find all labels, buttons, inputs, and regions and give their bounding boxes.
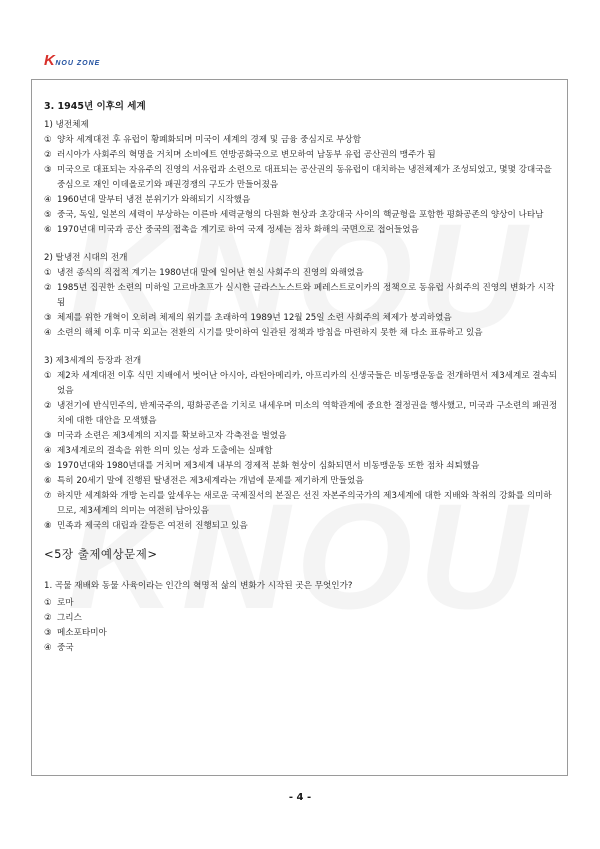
question-text: 1. 곡물 재배와 동물 사육이라는 인간의 혁명적 삶의 변화가 시작된 곳은 무엇인가? xyxy=(44,581,353,591)
list-item: ③ 체제를 위한 개혁이 오히려 체제의 위기를 초래하여 1989년 12월 25일 소련 사회주의 체제가 붕괴하였음 xyxy=(44,313,452,323)
subsection-title-post-cold-war: 2) 탈냉전 시대의 전개 xyxy=(44,253,128,263)
list-item: ③ 미국과 소련은 제3세계의 지지를 확보하고자 각축전을 벌였음 xyxy=(44,431,287,441)
list-item: ⑦ 하지만 세계화와 개방 논리를 앞세우는 새로운 국제질서의 본질은 선진 자본주의국가의 제3세계에 대한 지배와 착취의 강화를 의미하므로, 제3세계의 의미는 여전히 남아있음 xyxy=(44,491,552,516)
list-item: ④ 제3세계로의 결속을 위한 의미 있는 성과 도출에는 실패함 xyxy=(44,446,273,456)
knou-zone-logo xyxy=(44,52,100,69)
list-item: ② 러시아가 사회주의 혁명을 거치며 소비에트 연방공화국으로 변모하여 남동부 유럽 공산권의 맹주가 됨 xyxy=(44,150,436,160)
answer-option: ① 로마 xyxy=(44,598,74,608)
expected-questions-title: <5장 출제예상문제> xyxy=(44,547,158,561)
list-item: ⑧ 민족과 제국의 대립과 갈등은 여전히 진행되고 있음 xyxy=(44,521,248,531)
answer-option: ② 그리스 xyxy=(44,613,82,623)
post-cold-war-list xyxy=(44,266,558,341)
answer-option: ④ 중국 xyxy=(44,643,74,653)
subsection-title-third-world: 3) 제3세계의 등장과 전개 xyxy=(44,356,142,366)
list-item: ② 1985년 집권한 소련의 미하일 고르바초프가 실시한 글라스노스트와 페레스트로이카의 정책으로 동유럽 사회주의 진영의 변화가 시작됨 xyxy=(44,283,555,308)
logo-k: K xyxy=(44,52,56,69)
answer-options xyxy=(44,596,558,656)
page-content xyxy=(44,98,558,656)
list-item: ④ 1960년대 말부터 냉전 분위기가 와해되기 시작했음 xyxy=(44,195,251,205)
page-number: - 4 - xyxy=(288,792,312,803)
list-item: ④ 소련의 해체 이후 미국 외교는 전환의 시기를 맞이하여 일관된 정책과 방침을 마련하지 못한 채 다소 표류하고 있음 xyxy=(44,328,483,338)
subsection-title-cold-war: 1) 냉전체제 xyxy=(44,120,89,130)
list-item: ① 양차 세계대전 후 유럽이 황폐화되며 미국이 세계의 경제 및 금융 중심지로 부상함 xyxy=(44,135,362,145)
list-item: ① 냉전 종식의 직접적 계기는 1980년대 말에 일어난 현실 사회주의 진영의 와해였음 xyxy=(44,268,364,278)
list-item: ⑥ 1970년대 미국과 공산 중국의 접촉을 계기로 하여 국제 정세는 점차 화해의 국면으로 접어들었음 xyxy=(44,225,419,235)
list-item: ① 제2차 세계대전 이후 식민 지배에서 벗어난 아시아, 라틴아메리카, 아프리카의 신생국들은 비동맹운동을 전개하면서 제3세계로 결속되었음 xyxy=(44,371,558,396)
list-item: ③ 미국으로 대표되는 자유주의 진영의 서유럽과 소련으로 대표되는 공산권의 동유럽이 대치하는 냉전체제가 조성되었고, 몇몇 강대국을 중심으로 재인 이데올로기와 패권경쟁의 구도가 만들어졌음 xyxy=(44,165,552,190)
list-item: ⑥ 특히 20세기 말에 진행된 탈냉전은 제3세계라는 개념에 문제를 제기하게 만들었음 xyxy=(44,476,364,486)
answer-option: ③ 메소포타미아 xyxy=(44,628,107,638)
list-item: ⑤ 1970년대와 1980년대를 거치며 제3세계 내부의 경제적 분화 현상이 심화되면서 비동맹운동 또한 점차 쇠퇴했음 xyxy=(44,461,480,471)
section-title: 3. 1945년 이후의 세계 xyxy=(44,101,146,112)
third-world-list xyxy=(44,369,558,534)
list-item: ⑤ 중국, 독일, 일본의 세력이 부상하는 이른바 세력균형의 다원화 현상과 초강대국 사이의 핵균형을 포함한 평화공존의 양상이 나타남 xyxy=(44,210,544,220)
logo-rest: NOU ZONE xyxy=(55,60,101,67)
cold-war-list xyxy=(44,133,558,238)
list-item: ② 냉전기에 반식민주의, 반제국주의, 평화공존을 기치로 내세우며 미소의 역학관계에 중요한 결정권을 행사했고, 미국과 구소련의 패권정치에 대한 대안을 모색했음 xyxy=(44,401,558,426)
